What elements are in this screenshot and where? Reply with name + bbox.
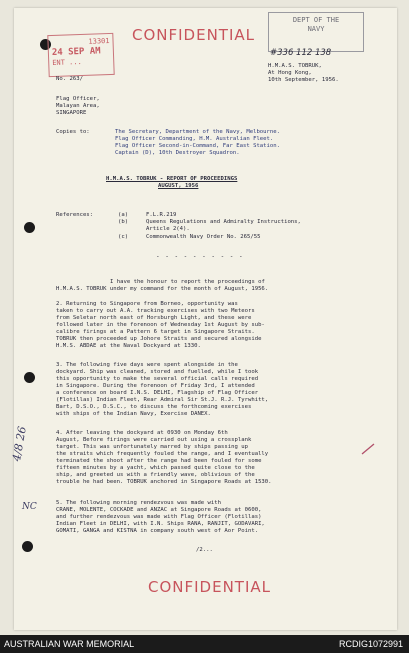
body-line: from Seletar north east of Horsburgh Light, and these were bbox=[56, 315, 252, 321]
copies-recipient: Flag Officer Commanding, H.M. Australian Fleet. bbox=[115, 136, 274, 142]
reference-text: Commonwealth Navy Order No. 265/55 bbox=[146, 234, 261, 240]
reference-number: No. 263/ bbox=[56, 76, 83, 82]
reference-text: F.L.R.219 bbox=[146, 212, 177, 218]
copies-label: Copies to: bbox=[56, 129, 90, 135]
copies-recipient: Captain (D), 10th Destroyer Squadron. bbox=[115, 150, 240, 156]
stamp-line: NAVY bbox=[307, 25, 325, 33]
ship-name: H.M.A.S. TOBRUK, bbox=[268, 63, 322, 69]
continuation-mark: /2... bbox=[196, 547, 213, 553]
report-subtitle: AUGUST, 1956 bbox=[158, 183, 199, 189]
archive-id: RCDIG1072991 bbox=[338, 639, 403, 649]
body-line: (Flotillas) Indian Fleet, Rear Admiral Sir St.J. R.J. Tyrwhitt, bbox=[56, 397, 269, 403]
stamp-line: DEPT OF THE bbox=[292, 16, 340, 24]
body-line: 5. The following morning rendezvous was made with bbox=[56, 500, 222, 506]
pencil-tick-icon bbox=[360, 442, 376, 456]
classification-header: CONFIDENTIAL bbox=[132, 26, 256, 44]
body-line: with ships of the Indian Navy, Exercise DANEX. bbox=[56, 411, 211, 417]
addressee-line: Malayan Area, bbox=[56, 103, 100, 109]
references-label: References: bbox=[56, 212, 94, 218]
body-line: in Singapore. During the forenoon of Friday 3rd, I attended bbox=[56, 383, 255, 389]
reference-key: (a) bbox=[118, 212, 129, 218]
punch-hole-icon bbox=[24, 222, 35, 233]
stamp-line: 24 SEP AM bbox=[51, 46, 101, 59]
body-line: Bart, D.S.O., D.S.C., to discuss the forthcoming exercises bbox=[56, 404, 252, 410]
body-line: and further rendezvous was made with Flag Officer (Flotillas) bbox=[56, 514, 262, 520]
archive-name: AUSTRALIAN WAR MEMORIAL bbox=[4, 639, 135, 649]
body-line: GOMATI, GANGA and KISTNA in company south west of Aor Point. bbox=[56, 528, 259, 534]
body-line: H.M.A.S. TOBRUK under my command for the month of August, 1956. bbox=[56, 286, 269, 292]
body-line: 3. The following five days were spent alongside in the bbox=[56, 362, 238, 368]
archive-footer-bar bbox=[0, 635, 409, 653]
body-line: 4. After leaving the dockyard at 0930 on Monday 6th bbox=[56, 430, 228, 436]
navy-department-stamp bbox=[268, 12, 364, 52]
file-number: #336 112 138 bbox=[270, 48, 332, 58]
body-line: followed later in the forenoon of Wednesday 1st August by sub- bbox=[56, 322, 265, 328]
body-line: August, Before firings were carried out using a crossplank bbox=[56, 437, 252, 443]
body-line: calibre firings at a Pattern 6 target in Singapore Straits. bbox=[56, 329, 255, 335]
body-line: dockyard. Ship was cleaned, stored and fuelled, while I took bbox=[56, 369, 259, 375]
body-line: H.M.S. ABDAE at the Naval Dockyard at 1330. bbox=[56, 343, 201, 349]
copies-recipient: Flag Officer Second-in-Command, Far East Station. bbox=[115, 143, 281, 149]
stamp-line: ENT ... bbox=[52, 57, 82, 68]
nc-handwritten-note: NC bbox=[22, 502, 37, 512]
body-line: fifteen minutes by a yacht, which passed quite close to the bbox=[56, 465, 255, 471]
punch-hole-icon bbox=[22, 541, 33, 552]
reference-text: Article 2(4). bbox=[146, 226, 190, 232]
section-divider: - - - - - - - - - - bbox=[156, 253, 244, 260]
punch-hole-icon bbox=[24, 372, 35, 383]
body-line: CRANE, MOLENTE, COCKADE and ANZAC at Singapore Roads at 0600, bbox=[56, 507, 262, 513]
body-line: taken to carry out A.A. tracking exercises with two Meteors bbox=[56, 308, 255, 314]
addressee-line: Flag Officer, bbox=[56, 96, 100, 102]
body-line: the straits which frequently fouled the range, and I eventually bbox=[56, 451, 269, 457]
letter-date: 10th September, 1956. bbox=[268, 77, 339, 83]
body-line: this opportunity to make the several official calls required bbox=[56, 376, 259, 382]
reference-key: (c) bbox=[118, 234, 129, 240]
report-title: H.M.A.S. TOBRUK - REPORT OF PROCEEDINGS bbox=[106, 176, 238, 182]
reference-text: Queens Regulations and Admiralty Instructions, bbox=[146, 219, 301, 225]
received-date-stamp bbox=[47, 33, 114, 77]
body-line: terminated the shoot after the range had been fouled for some bbox=[56, 458, 262, 464]
classification-footer: CONFIDENTIAL bbox=[148, 578, 272, 596]
margin-handwritten-note: 4/8 26 bbox=[10, 425, 29, 463]
body-line: 2. Returning to Singapore from Borneo, opportunity was bbox=[56, 301, 238, 307]
body-line: a conference on board I.N.S. DELHI, Flagship of Flag Officer bbox=[56, 390, 259, 396]
body-line: ship, and greeted us with a friendly wave, oblivious of the bbox=[56, 472, 255, 478]
letter-location: At Hong Kong, bbox=[268, 70, 312, 76]
reference-key: (b) bbox=[118, 219, 129, 225]
copies-recipient: The Secretary, Department of the Navy, Melbourne. bbox=[115, 129, 281, 135]
addressee-line: SINGAPORE bbox=[56, 110, 87, 116]
body-line: TOBRUK then proceeded up Johore Straits and secured alongside bbox=[56, 336, 262, 342]
stamp-line: 13301 bbox=[88, 36, 110, 46]
body-line: I have the honour to report the proceedings of bbox=[110, 279, 265, 285]
body-line: target. This was unfortunately marred by ships passing up bbox=[56, 444, 248, 450]
body-line: trouble he had been. TOBRUK anchored in Singapore Roads at 1530. bbox=[56, 479, 272, 485]
body-line: Indian Fleet in DELHI, with I.N. Ships RANA, RANJIT, GODAVARI, bbox=[56, 521, 265, 527]
